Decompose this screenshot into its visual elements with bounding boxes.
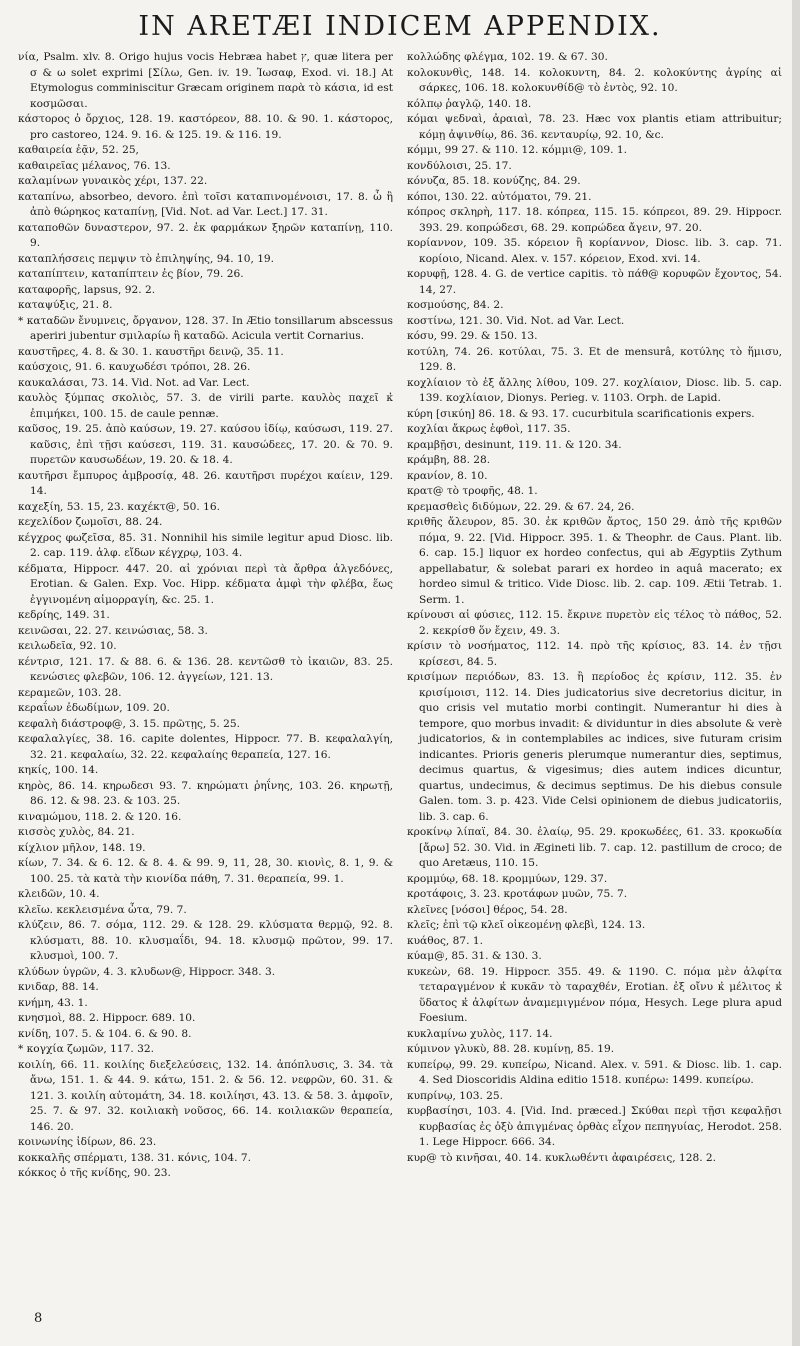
index-entry: κυρ@ τὸ κινῆσαι, 40. 14. κυκλωθέντι ἀφαιρέσεις, 128. 2.	[407, 1151, 717, 1164]
index-entry: κίχλιον μῆλον, 148. 19.	[18, 841, 146, 854]
index-entry: κυπρίνῳ, 103. 25.	[407, 1089, 504, 1102]
index-entry: κέδματα, Hippocr. 447. 20. αἱ χρόνιαι περὶ τὰ ἄρθρα ἀλγεδόνες, Erotian. & Galen. Exp. Voc. Hipp. κέδματα ἀμφὶ τὴν φλέβα, ἕως ἐγγινομένη αἱμορραγίη, &c. 25. 1.	[18, 562, 393, 606]
index-entry: κηρὸς, 86. 14. κηρωδεσι 93. 7. κηρώματι ῥηΐνης, 103. 26. κηρωτῇ, 86. 12. & 98. 23. & 103. 25.	[18, 779, 393, 807]
index-entry: κυρβασίησι, 103. 4. [Vid. Ind. præced.] Σκύθαι περὶ τῇσι κεφαλῇσι κυρβασίας ἐς ὀξὺ ἀπιγμένας ὀρθὰς εἶχον πεπηγυίας, Herodot. 258. 1. Lege Hippocr. 666. 34.	[407, 1105, 782, 1148]
index-entry: κάστορος ὁ ὄρχιος, 128. 19. καστόρεον, 88. 10. & 90. 1. κάστορος, pro castoreo, 124. 9. 16. & 125. 19. & 116. 19.	[18, 113, 393, 141]
folio-number: 8	[34, 1311, 43, 1326]
index-entry: κέγχρος φωζεῖσα, 85. 31. Nonnihil his simile legitur apud Diosc. lib. 2. cap. 119. ἀλφ. εἴδων κέγχρῳ, 103. 4.	[18, 531, 393, 559]
index-entry: κόμμι, 99 27. & 110. 12. κόμμι@, 109. 1.	[407, 144, 628, 156]
index-entry: κειλωδεῖα, 92. 10.	[18, 640, 117, 652]
index-entry: καθαιρεία ἐᾷν, 52. 25,	[18, 144, 139, 156]
index-entry: κλύζειν, 86. 7. σόμα, 112. 29. & 128. 29. κλύσματα θερμῷ, 92. 8. κλύσματι, 88. 10. κλυσμαΐδι, 94. 18. κλυσμῷ πρῶτον, 99. 17. κλυσμοὶ, 100. 7.	[18, 919, 393, 962]
index-entry: κλεῖω. κεκλεισμένα ὦτα, 79. 7.	[18, 903, 187, 916]
index-entry: κοστίνω, 121. 30. Vid. Not. ad Var. Lect.	[407, 314, 625, 327]
index-entry: κοσμούσης, 84. 2.	[407, 299, 504, 311]
index-entry: κισσὸς χυλὸς, 84. 21.	[18, 826, 135, 838]
index-entry: κολλώδης φλέγμα, 102. 19. & 67. 30.	[407, 51, 608, 63]
index-entry: κεδρίης, 149. 31.	[18, 609, 110, 621]
index-entry: κρομμύῳ, 68. 18. κρομμύων, 129. 37.	[407, 872, 608, 885]
running-head: IN ARETÆI INDICEM APPENDIX.	[138, 11, 662, 42]
index-entry: κόπρος σκληρὴ, 117. 18. κόπρεα, 115. 15. κόπρεοι, 89. 29. Hippocr. 393. 29. κοπρώδεσι, 68. 29. κοπρώδεα ἄγειν, 97. 20.	[407, 206, 782, 234]
index-entry: κόποι, 130. 22. αὐτόματοι, 79. 21.	[407, 190, 592, 203]
index-entry: * καταδῶν ἔνυμνεις, ὄργανον, 128. 37. In Ætio tonsillarum abscessus aperiri jubentur σμιλαρίω ἢ καταδῶ. Acicula vertit Cornarius.	[18, 314, 393, 342]
index-entry: κνίδη, 107. 5. & 104. 6. & 90. 8.	[18, 1027, 192, 1040]
index-entry: κόσυ, 99. 29. & 150. 13.	[407, 330, 538, 342]
index-entry: καταπλήσσεις πεμψιν τὸ ἐπιληψίης, 94. 10, 19.	[18, 252, 275, 265]
index-entry: κρισίμων περιόδων, 83. 13. ἢ περίοδος ἐς κρίσιν, 112. 35. ἐν κρισίμοισι, 112. 14. Dies judicatorius sive decretorius dicitur, in quo crisis vel mutatio morbi contingit. Numerantur hi dies à tempore, quo morbus invadit: & dividuntur in dies absolute & verè judicatorios, & in contemplabiles ac indices, sive futuram crisim indicantes. Prioris generis plerumque numerantur dies, septimus, decimus quartus, & vigesimus; dies autem indices dicuntur, quartus, undecimus, & decimus septimus. De his diebus consule Galen. tom. 3. p. 423. Vide Celsi opinionem de diebus judicatoriis, lib. 3. cap. 6.	[407, 671, 782, 823]
index-entry: κυπείρῳ, 99. 29. κυπείρω, Nicand. Alex. v. 591. & Diosc. lib. 1. cap. 4. Sed Dioscoridis Aldina editio 1518. κυπέρω: 1499. κυπείρω.	[407, 1058, 782, 1086]
index-entry: καλαμίνων γυναικὸς χέρι, 137. 22.	[18, 175, 208, 187]
index-entry: κνησμοὶ, 88. 2. Hippocr. 689. 10.	[18, 1012, 196, 1024]
index-entry: κονδύλοισι, 25. 17.	[407, 159, 512, 172]
index-entry: καυλὸς ξύμπας σκολιὸς, 57. 3. de virili parte. καυλὸς παχεῖ κ̓ ἐπιμήκει, 100. 15. de caule pennæ.	[18, 392, 393, 420]
index-entry: κοχλίαι ἄκρως ἑφθοὶ, 117. 35.	[407, 423, 571, 435]
index-entry: κρανίον, 8. 10.	[407, 469, 488, 482]
index-entry: κιναμώμου, 118. 2. & 120. 16.	[18, 810, 182, 823]
index-entry: καχεξίη, 53. 15, 23. καχέκτ@, 50. 16.	[18, 500, 220, 513]
index-entry: καυστῆρες, 4. 8. & 30. 1. καυστῆρι δεινῷ, 35. 11.	[18, 345, 284, 358]
page-edge	[792, 0, 800, 1346]
index-entry: κέντρισ, 121. 17. & 88. 6. & 136. 28. κεντῶσθ τὸ ἰκαιῶν, 83. 25. κενώσιες φλεβῶν, 106. 12. ἀγγείων, 121. 13.	[18, 655, 393, 683]
index-entry: καταφορῆς, lapsus, 92. 2.	[18, 283, 156, 296]
index-entry: καθαιρεῖας μέλανος, 76. 13.	[18, 159, 171, 172]
index-entry: κρίσιν τὸ νοσήματος, 112. 14. πρὸ τῆς κρίσιος, 83. 14. ἐν τῇσι κρίσεσι, 84. 5.	[407, 640, 782, 668]
index-entry: κράμβη, 88. 28.	[407, 454, 491, 466]
index-entry: κεφαλὴ διάστροφ@, 3. 15. πρῶτῃς, 5. 25.	[18, 717, 240, 730]
index-entry: κύρη [σικύη] 86. 18. & 93. 17. cucurbitula scarificationis expers.	[407, 407, 755, 420]
index-entry: κοιλίη, 66. 11. κοιλίης διεξελεύσεις, 132. 14. ἀπόπλυσις, 3. 34. τὰ ἄνω, 151. 1. & 44. 9. κάτω, 151. 2. & 56. 12. νεφρῶν, 60. 31. & 121. 3. κοιλίη αὐτομάτη, 34. 18. κοιλίησι, 43. 13. & 58. 3. ἀμφοῖν, 25. 7. & 97. 32. κοιλιακὴ νοῦσος, 66. 14. κοιλιακῶν θεραπεία, 146. 20.	[18, 1058, 393, 1133]
index-entry: κύαμ@, 85. 31. & 130. 3.	[407, 950, 542, 962]
index-entry: κεχελίδον ζωμοῖσι, 88. 24.	[18, 516, 163, 528]
index-entry: κλειδῶν, 10. 4.	[18, 888, 100, 900]
index-entry: καῦσος, 19. 25. ἀπὸ καύσων, 19. 27. καύσου ἰδίῳ, καύσωσι, 119. 27. καῦσις, ἐπὶ τῇσι καύσεσι, 119. 31. καυσώδεες, 17. 20. & 70. 9. πυρετῶν καυσωδέων, 19. 20. & 18. 4.	[18, 423, 393, 466]
index-entry: νία, Psalm. xlv. 8. Origo hujus vocis Hebræa habet ץ, quæ litera per σ & ω solet exprimi [Σίλω, Gen. iv. 19. Ἰωσαφ, Exod. vi. 18.] At Etymologus comminiscitur Græcam originem παρὰ τὸ κάσια, id est κοσμῶσαι.	[18, 51, 393, 110]
index-entry: κίων, 7. 34. & 6. 12. & 8. 4. & 99. 9, 11, 28, 30. κιονὶς, 8. 1, 9. & 100. 25. τὰ κατὰ τὴν κιονίδα πάθη, 7. 31. θεραπεία, 99. 1.	[18, 857, 393, 885]
index-entry: κρεμασθεὶς διδύμων, 22. 29. & 67. 24, 26.	[407, 500, 635, 513]
left-column	[18, 50, 393, 1182]
index-entry: κόμαι ψεδναὶ, ἀραιαὶ, 78. 23. Hæc vox plantis etiam attribuitur; κόμῃ ἀψινθίῳ, 86. 36. κενταυρίῳ, 92. 10, &c.	[407, 113, 782, 141]
index-entry: καυτῆρσι ἔμπυρος ἀμβροσίᾳ, 48. 26. καυτῆρσι πυρέχοι καίειν, 129. 14.	[18, 469, 393, 497]
index-entry: κλεῖς; ἐπὶ τῷ κλεῖ οἰκεομένῃ φλεβὶ, 124. 13.	[407, 919, 646, 931]
index-entry: κρίνουσι αἱ φύσιες, 112. 15. ἔκρινε πυρετὸν εἰς τέλος τὸ πάθος, 52. 2. κεκρίσθ ὅν ἔχειν, 49. 3.	[407, 609, 782, 637]
right-column	[407, 50, 782, 1182]
index-entry: κολοκυνθὶς, 148. 14. κολοκυντη, 84. 2. κολοκύντης ἀγρίης αἱ σάρκες, 106. 18. κολοκυνθίδ@ τὸ ἐντὸς, 92. 10.	[407, 66, 782, 94]
index-entry: καταπίπτειν, καταπίπτειν ἐς βίον, 79. 26.	[18, 268, 244, 280]
index-entry: κορίαννον, 109. 35. κόρειον ἢ κορίαννον, Diosc. lib. 3. cap. 71. κορίοιο, Nicand. Alex. v. 157. κόρειον, Exod. xvi. 14.	[407, 237, 782, 265]
index-entry: κυάθος, 87. 1.	[407, 934, 483, 947]
index-entry: κόνυζα, 85. 18. κονύζης, 84. 29.	[407, 175, 581, 187]
index-entry: κεφαλαλγίες, 38. 16. capite dolentes, Hippocr. 77. B. κεφαλαλγίη, 32. 21. κεφαλαίω, 32. 22. κεφαλαίης θεραπεία, 127. 16.	[18, 733, 393, 761]
index-entry: καταπίνω, absorbeo, devoro. ἐπὶ τοῖσι καταπινομένοισι, 17. 8. ὧ ἢ ἀπὸ θώρηκος καταπίνῃ, [Vid. Not. ad Var. Lect.] 17. 31.	[18, 190, 393, 218]
index-entry: κλύδων ὑγρῶν, 4. 3. κλυδων@, Hippocr. 348. 3.	[18, 965, 276, 978]
index-entry: κεινῶσαι, 22. 27. κεινώσιας, 58. 3.	[18, 624, 208, 637]
index-entry: κηκίς, 100. 14.	[18, 764, 99, 776]
index-entry: κοινωνίης ἰδίρων, 86. 23.	[18, 1136, 157, 1148]
index-entry: καύσχοις, 91. 6. καυχωδέσι τρόποι, 28. 26.	[18, 361, 251, 373]
index-entry: κλεῖνες [νόσοι] θέρος, 54. 28.	[407, 903, 568, 916]
index-entry: κοτύλη, 74. 26. κοτύλαι, 75. 3. Et de mensurâ, κοτύλης τὸ ἥμισυ, 129. 8.	[407, 345, 782, 373]
index-entry: κυκεὼν, 68. 19. Hippocr. 355. 49. & 1190. C. πόμα μὲν ἀλφίτα τεταραγμένον κ̓ κυκᾶν τὸ ταραχθέν, Erotian. ἐξ οἴνυ κ̓ μέλιτος κ̓ ὕδατος κ̓ ἀλφίτων ἀναμεμιγμένον πόμα, Hesych. Lege plura apud Foesium.	[407, 965, 782, 1024]
index-entry: κοχλίαιον τὸ ἐξ ἄλλης λίθου, 109. 27. κοχλίαιον, Diosc. lib. 5. cap. 139. κοχλίαιον, Dionys. Perieg. v. 1103. Orph. de Lapid.	[407, 376, 782, 404]
index-entry: κύμινον γλυκὺ, 88. 28. κυμίνῃ, 85. 19.	[407, 1043, 615, 1055]
index-entry: κνήμη, 43. 1.	[18, 996, 88, 1009]
index-entry: κυκλαμίνω χυλὸς, 117. 14.	[407, 1027, 553, 1040]
index-entry: κρατ@ τὸ τροφῆς, 48. 1.	[407, 485, 538, 497]
index-entry: κόλπῳ ῥαγλῷ, 140. 18.	[407, 97, 532, 110]
index-entry: κεραΐων ἐδωδίμων, 109. 20.	[18, 702, 170, 714]
index-entry: κροκίνῳ λίπαϊ, 84. 30. ἐλαίῳ, 95. 29. κροκωδέες, 61. 33. κροκωδία [ἄρω] 52. 30. Vid. in Ægineti lib. 7. cap. 12. pastillum de croco; de quo Aretæus, 110. 15.	[407, 826, 782, 869]
index-entry: * κογχία ζωμῶν, 117. 32.	[18, 1043, 154, 1055]
index-entry: καταποθῶν δυναστερον, 97. 2. ἐκ φαρμάκων ξηρῶν καταπίνῃ, 110. 9.	[18, 221, 393, 249]
index-entry: καυκαλάσαι, 73. 14. Vid. Not. ad Var. Lect.	[18, 376, 250, 389]
index-entry: κόκκος ὁ τῆς κνίδης, 90. 23.	[18, 1167, 171, 1179]
index-entry: κνιδαρ, 88. 14.	[18, 981, 99, 993]
index-entry: κεραμεῶν, 103. 28.	[18, 686, 122, 699]
index-entry: κριθῆς ἄλευρον, 85. 30. ἐκ κριθῶν ἄρτος, 150 29. ἀπὸ τῆς κριθῶν πόμα, 9. 22. [Vid. Hippocr. 395. 1. & Theophr. de Caus. Plant. lib. 6. cap. 15.] liquor ex hordeo confectus, qui ab Ægyptiis Zythum appellabatur, & solebat parari ex hordeo in aquâ macerato; ex hordeo simul & tritico. Vide Diosc. lib. 2. cap. 109. Ætii Tetrab. 1. Serm. 1.	[407, 516, 782, 606]
index-entry: κοκκαλῆς σπέρματι, 138. 31. κόνις, 104. 7.	[18, 1151, 251, 1164]
index-columns	[18, 50, 782, 1182]
index-entry: κορυφῇ, 128. 4. G. de vertice capitis. τὸ πάθ@ κορυφῶν ἔχοντος, 54. 14, 27.	[407, 268, 782, 296]
index-entry: κροτάφοις, 3. 23. κροτάφων μυῶν, 75. 7.	[407, 888, 628, 900]
index-entry: κραμβῇσι, desinunt, 119. 11. & 120. 34.	[407, 438, 622, 451]
index-entry: καταψύξις, 21. 8.	[18, 299, 113, 311]
